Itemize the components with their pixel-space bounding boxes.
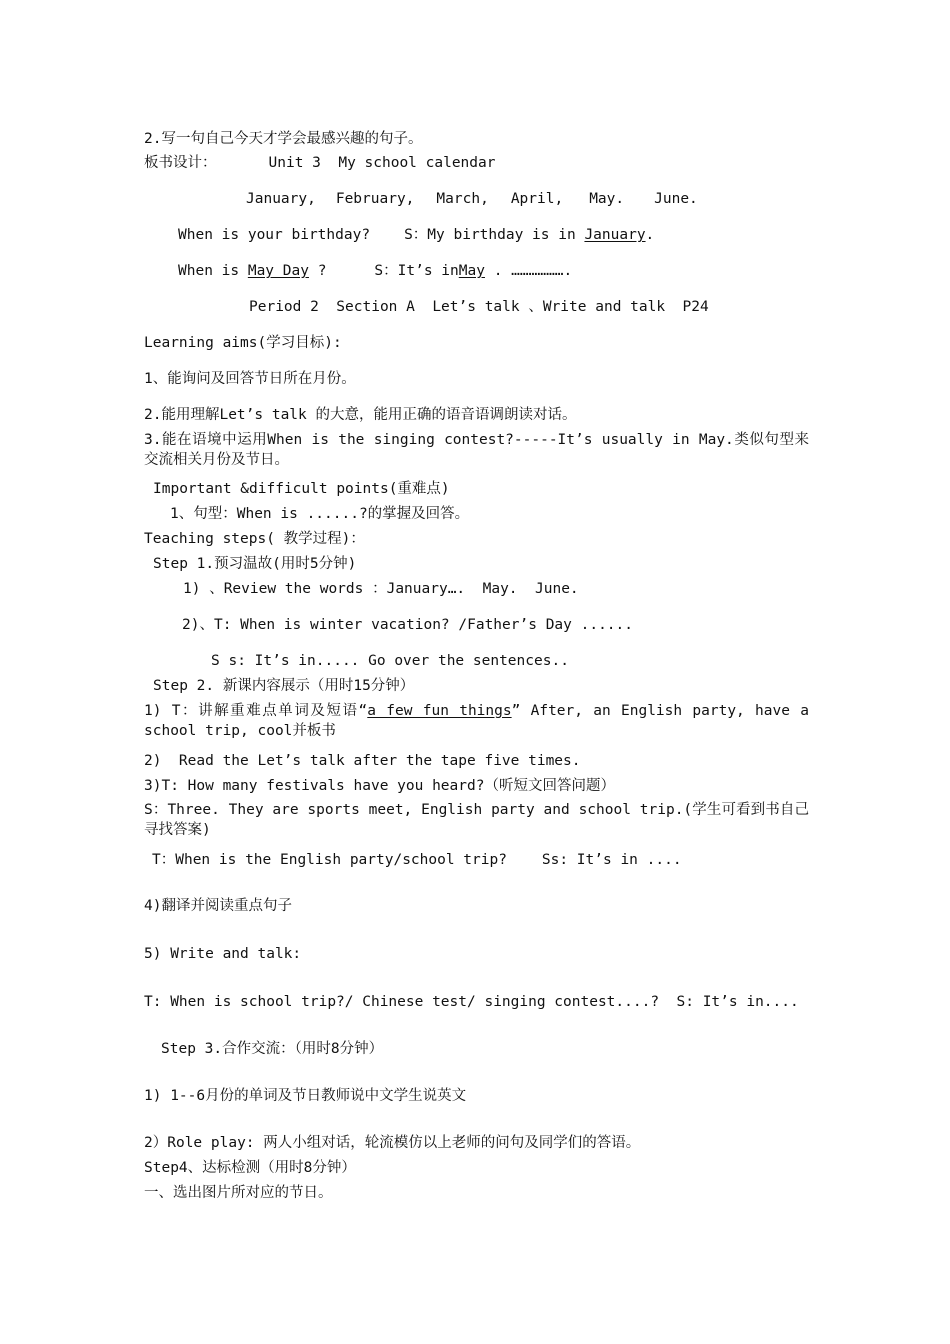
ellipsis: . ………………. [493,263,573,279]
birthday-answer: S：My birthday is in [404,227,576,243]
mayday-question: When is [178,263,240,279]
key-phrase: a few fun things [367,703,512,719]
month-word: April, [510,191,564,207]
period-heading: Period 2 Section A Let’s talk 、Write and talk P24 [249,299,709,315]
key-points-heading: Important &difficult points(重难点) [153,481,450,497]
month-word: June. [654,191,698,207]
birthday-question: When is your birthday? [178,227,371,243]
step-2-item-4: 4)翻译并阅读重点句子 [144,898,292,914]
step-1-item-3: S s: It’s in..... Go over the sentences.. [211,653,569,669]
step-2-item-1 [144,701,809,741]
step-3-item-1: 1) 1--6月份的单词及节日教师说中文学生说英文 [144,1088,467,1104]
step-2-item-3: 3)T: How many festivals have you heard?（听短文回答问题） [144,778,615,794]
mayday-month: May [458,263,485,279]
step-1-heading: Step 1.预习温故(用时5分钟) [153,556,357,572]
question-mark: ? [317,263,327,279]
months-line [246,189,698,209]
step-2-answer: S：Three. They are sports meet, English party and school trip.(学生可看到书自己寻找答案) [144,802,809,838]
blackboard-label: 板书设计： [144,155,217,171]
aim-2: 2.能用理解Let’s talk 的大意，能用正确的语音语调朗读对话。 [144,407,577,423]
birthday-dialogue [178,225,654,245]
mayday-answer: S：It’s in [374,263,459,279]
step-4-heading: Step4、达标检测（用时8分钟） [144,1160,356,1176]
birthday-month: January [584,227,646,243]
step-2-item-2: 2) Read the Let’s talk after the tape five times. [144,753,581,769]
month-word: February, [335,191,415,207]
item-1-rest: ” After, an English party, have a school trip, cool并板书 [144,703,809,739]
learning-aims-heading: Learning aims(学习目标): [144,335,342,351]
step-2-heading: Step 2. 新课内容展示（用时15分钟） [153,678,415,694]
step-1-item-1: 1) 、Review the words ：January…. May. June. [183,581,579,597]
teaching-steps-heading: Teaching steps( 教学过程)： [144,531,365,547]
step-1-item-2: 2)、T: When is winter vacation? /Father’s Day ...... [182,617,633,633]
mayday-term: May Day [247,263,309,279]
month-word: May. [589,191,625,207]
line-write-sentence: 2.写一句自己今天才学会最感兴趣的句子。 [144,131,423,147]
item-1-lead: 1) T：讲解重难点单词及短语“ [144,703,368,719]
step-3-heading: Step 3.合作交流：（用时8分钟） [161,1041,384,1057]
mayday-dialogue [178,261,572,281]
exercise-1-heading: 一、选出图片所对应的节日。 [144,1185,333,1201]
period: . [645,227,655,243]
step-2-dialogue: T: When is school trip?/ Chinese test/ singing contest....? S: It’s in.... [144,994,799,1010]
aim-3: 3.能在语境中运用When is the singing contest?-----It’s usually in May.类似句型来交流相关月份及节日。 [144,432,809,468]
key-point-1: 1、句型：When is ......?的掌握及回答。 [170,506,470,522]
unit-title: Unit 3 My school calendar [268,155,496,171]
step-2-item-5: 5) Write and talk: [144,946,302,962]
month-word: March, [436,191,489,207]
blackboard-design-line [144,153,495,173]
aim-1: 1、能询问及回答节日所在月份。 [144,371,356,387]
month-word: January, [246,191,316,207]
step-3-item-2: 2）Role play: 两人小组对话，轮流模仿以上老师的问句及同学们的答语。 [144,1135,641,1151]
step-2-question: T：When is the English party/school trip? Ss: It’s in .... [152,852,682,868]
